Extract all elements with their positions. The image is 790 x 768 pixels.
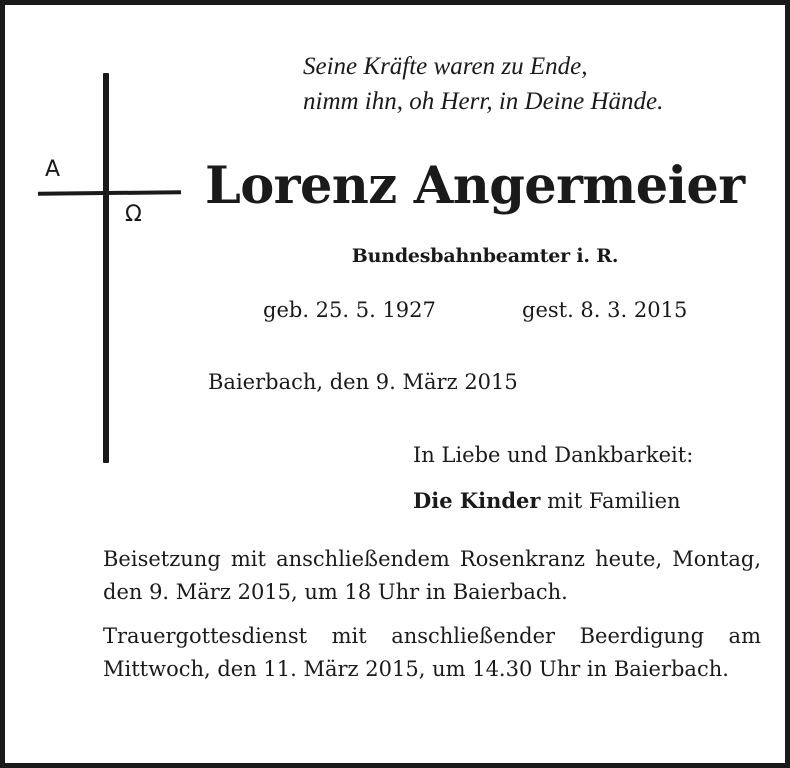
deceased-name: Lorenz Angermeier — [205, 156, 745, 216]
family-name-rest: mit Familien — [540, 489, 681, 513]
verse-line: nimm ihn, oh Herr, in Deine Hände. — [303, 88, 664, 115]
funeral-notices — [103, 543, 761, 697]
memorial-verse — [303, 49, 773, 119]
alpha-symbol: A — [45, 157, 61, 182]
deceased-occupation: Bundesbahnbeamter i. R. — [351, 245, 619, 267]
verse-line: Seine Kräfte waren zu Ende, — [303, 53, 588, 80]
signoff-greeting: In Liebe und Dankbarkeit: — [413, 443, 694, 467]
family-name-bold: Die Kinder — [413, 488, 541, 513]
death-date: gest. 8. 3. 2015 — [522, 298, 688, 322]
cross-vertical-beam — [103, 73, 109, 463]
omega-symbol: Ω — [125, 202, 142, 227]
service-notice: Trauergottesdienst mit anschließender Beerdigung am Mittwoch, den 11. März 2015, um 14.30 Uhr in Baierbach. — [103, 624, 761, 681]
birth-date: geb. 25. 5. 1927 — [263, 298, 436, 322]
place-and-date: Baierbach, den 9. März 2015 — [208, 370, 518, 394]
signoff-family — [413, 478, 693, 524]
burial-notice: Beisetzung mit anschließendem Rosenkranz heute, Montag, den 9. März 2015, um 18 Uhr in Baierbach. — [103, 547, 761, 604]
family-signoff — [413, 433, 693, 524]
cross-horizontal-beam — [38, 190, 181, 195]
